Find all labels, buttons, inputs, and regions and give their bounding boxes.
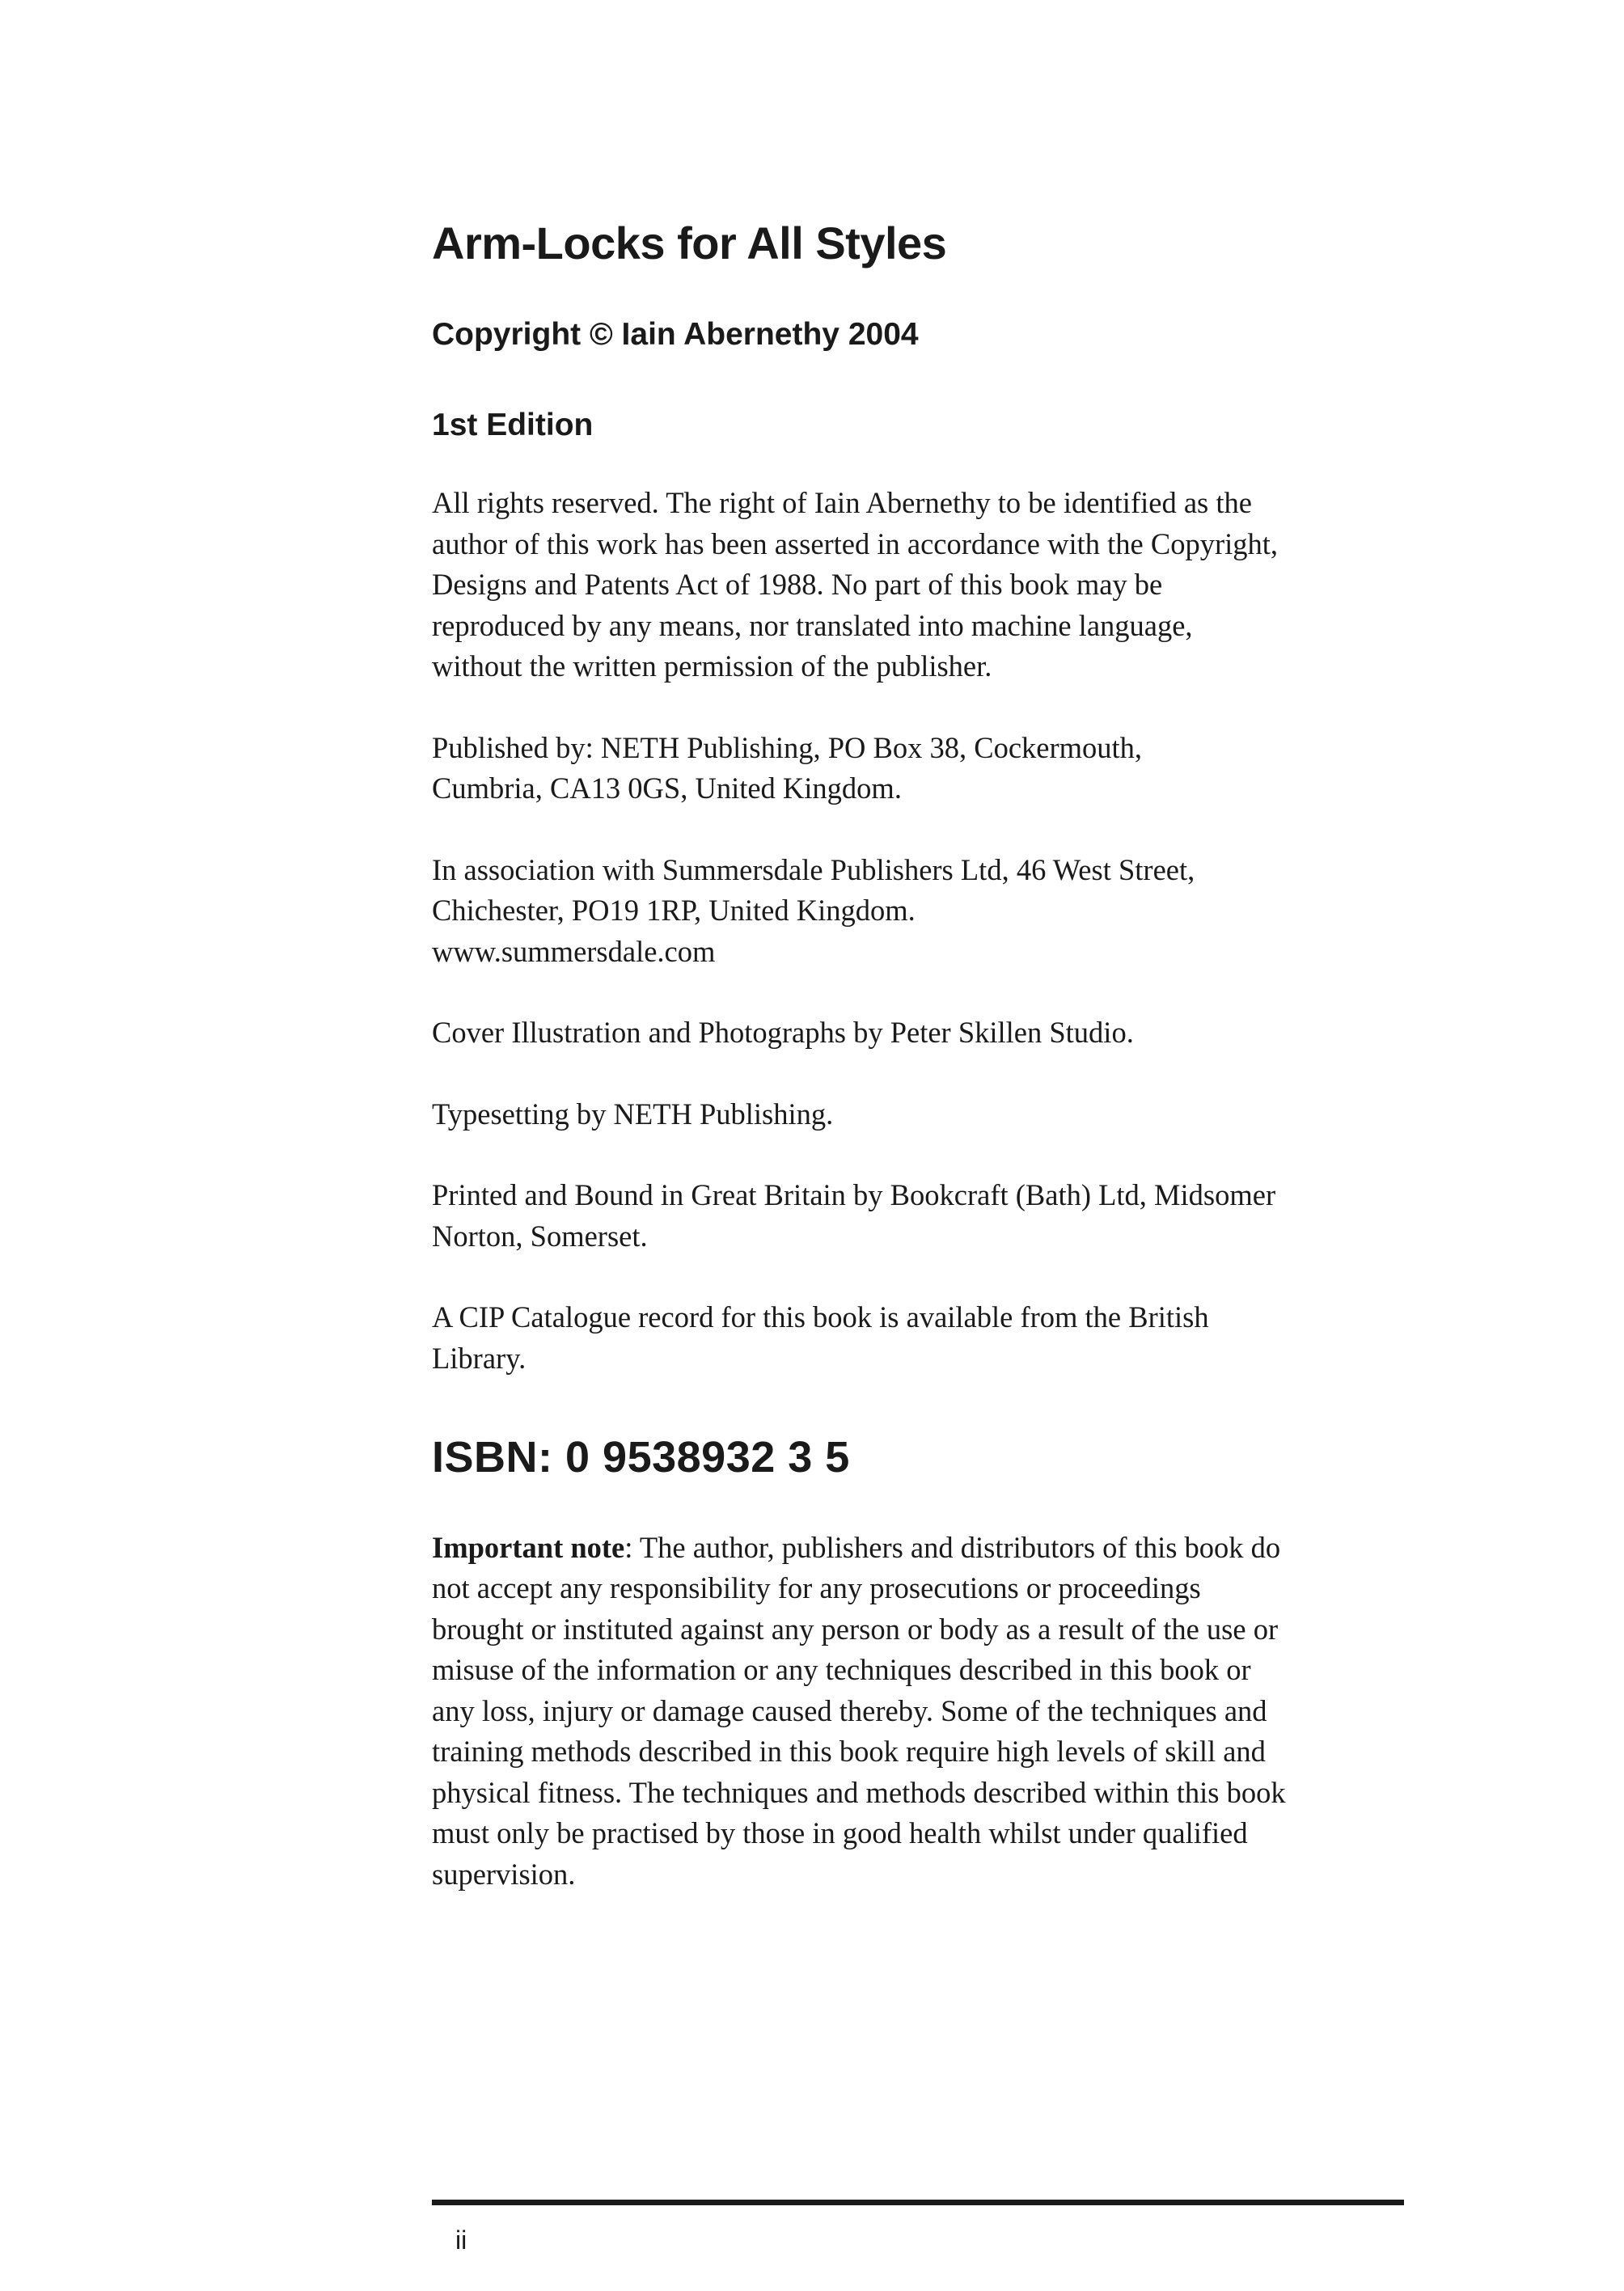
copyright-page-content — [432, 218, 1402, 1935]
isbn-number: ISBN: 0 9538932 3 5 — [432, 1433, 850, 1482]
page-number: ii — [455, 2225, 467, 2255]
cover-credit-paragraph: Cover Illustration and Photographs by Peter Skillen Studio. — [432, 1016, 1134, 1050]
book-title: Arm-Locks for All Styles — [432, 218, 947, 268]
association-paragraph: In association with Summersdale Publishers Ltd, 46 West Street, Chichester, PO19 1RP, United Kingdom. www.summersdale.com — [432, 852, 1195, 968]
cip-paragraph: A CIP Catalogue record for this book is available from the British Library. — [432, 1300, 1209, 1375]
rights-paragraph: All rights reserved. The right of Iain Abernethy to be identified as the author of this work has been asserted in accordance with the Copyright, Designs and Patents Act of 1988. No part of this book may be reproduced by any means, nor translated into machine language, without the written permission of the publisher. — [432, 486, 1279, 683]
printing-paragraph: Printed and Bound in Great Britain by Bookcraft (Bath) Ltd, Midsomer Norton, Somerset. — [432, 1178, 1276, 1253]
edition-line: 1st Edition — [432, 408, 594, 443]
footer-rule — [432, 2200, 1404, 2205]
important-note-text: : The author, publishers and distributors of this book do not accept any responsibility for any prosecutions or proceedings brought or instituted against any person or body as a result of the use or misuse of the information or any techniques described in this book or any loss, injury or damage caused thereby. Some of the techniques and training methods described in this book require high levels of skill and physical fitness. The techniques and methods described within this book must only be practised by those in good health whilst under qualified supervision. — [432, 1530, 1286, 1891]
copyright-line: Copyright © Iain Abernethy 2004 — [432, 316, 919, 352]
publisher-paragraph: Published by: NETH Publishing, PO Box 38, Cockermouth, Cumbria, CA13 0GS, United Kingdom. — [432, 730, 1143, 805]
important-note-paragraph — [432, 1528, 1402, 1896]
important-note-label: Important note — [432, 1530, 625, 1564]
typesetting-paragraph: Typesetting by NETH Publishing. — [432, 1097, 834, 1131]
